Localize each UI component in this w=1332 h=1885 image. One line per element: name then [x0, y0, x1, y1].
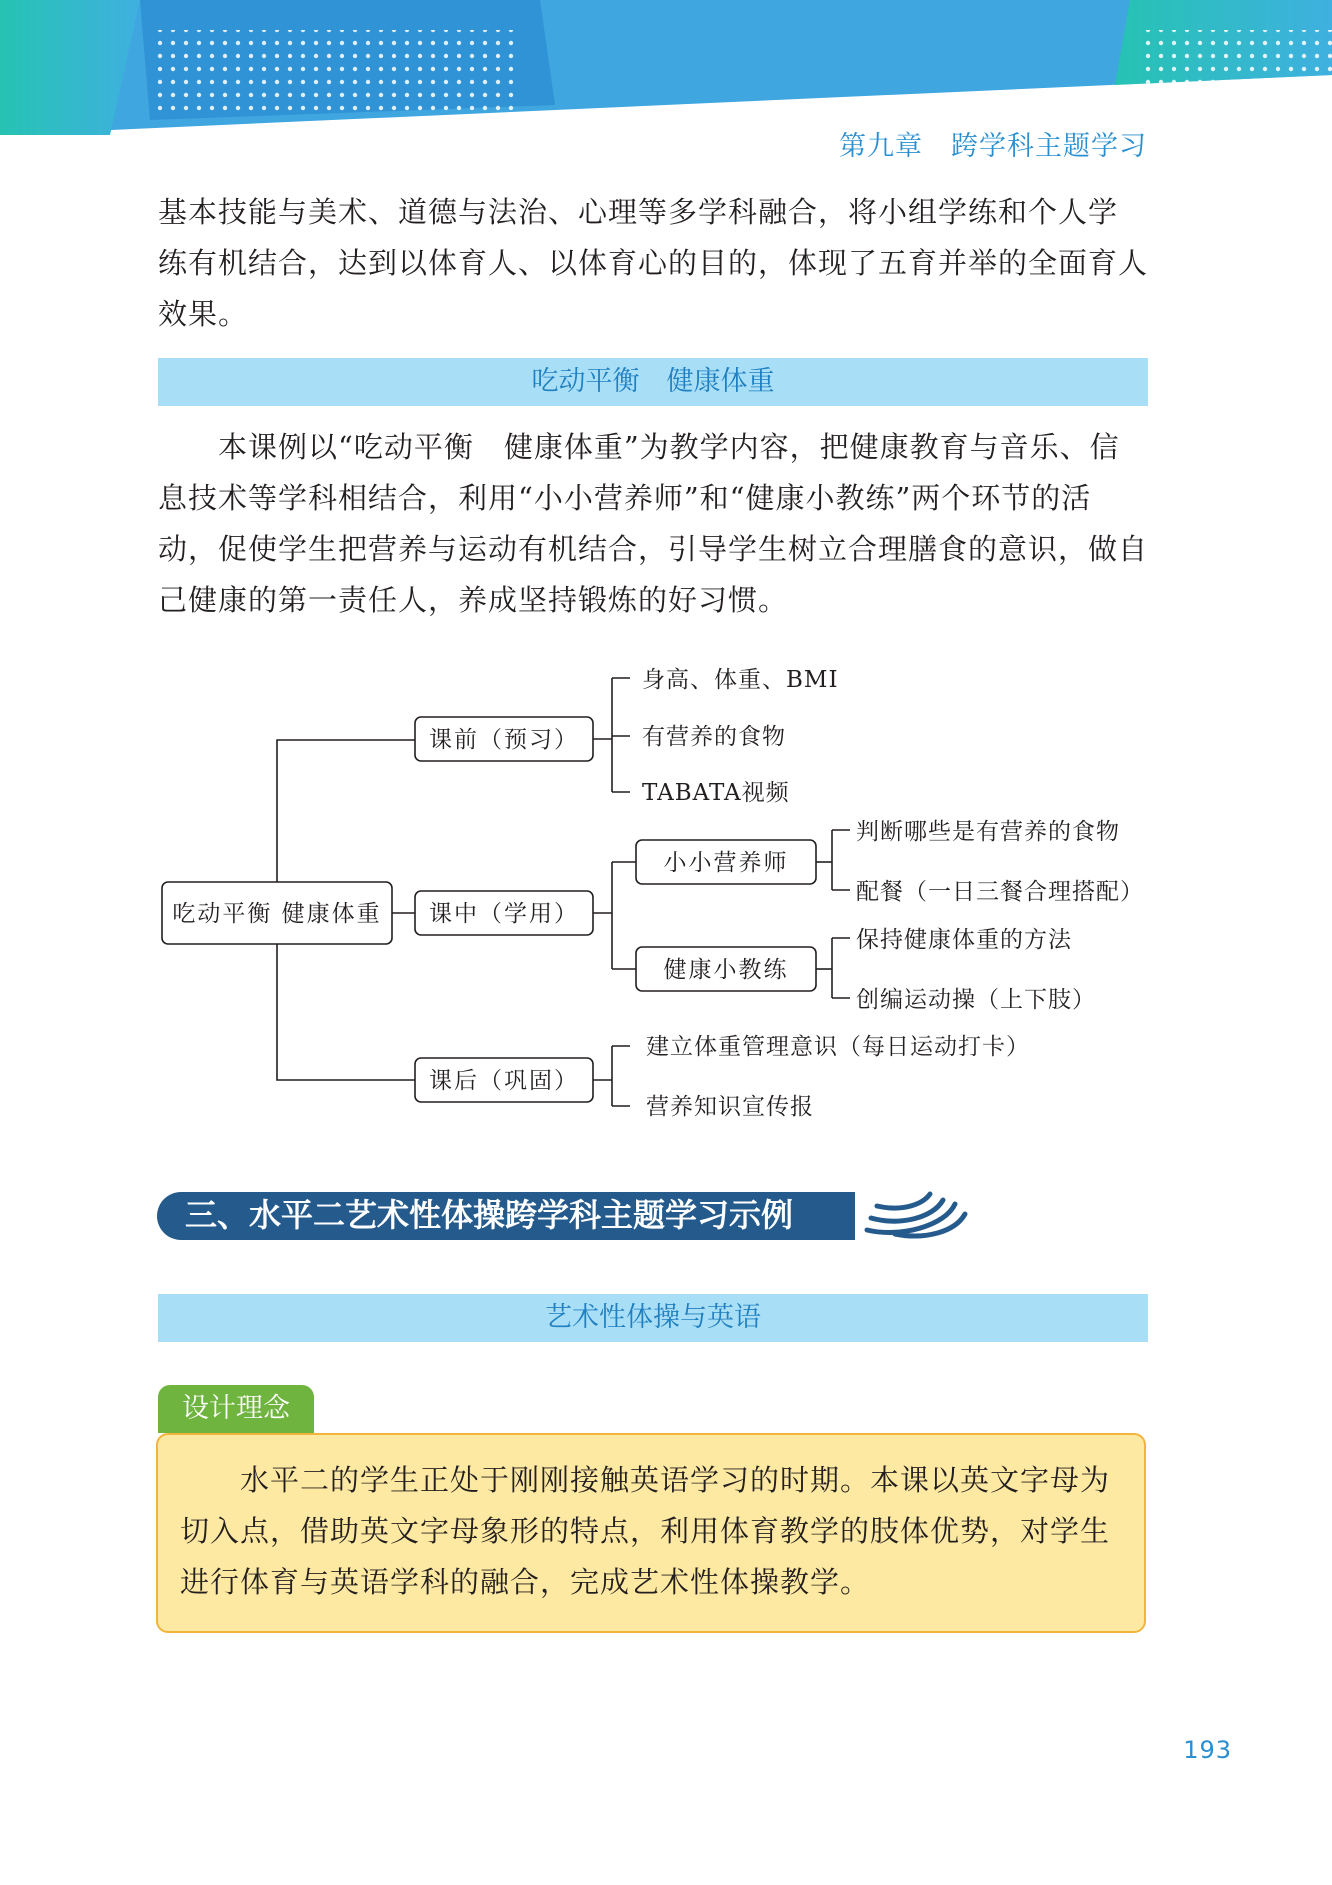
intro-line-1: 基本技能与美术、道德与法治、心理等多学科融合，将小组学练和个人学 — [158, 195, 1119, 229]
chapter-title: 第九章 跨学科主题学习 — [839, 131, 1147, 162]
after-item-2: 营养知识宣传报 — [646, 1094, 814, 1120]
intro-paragraph — [158, 187, 1158, 340]
root-label: 吃动平衡 健康体重 — [172, 901, 382, 927]
wave-ornament-icon — [867, 1194, 965, 1236]
section3-title: 三、水平二艺术性体操跨学科主题学习示例 — [185, 1196, 794, 1234]
concept-tag: 设计理念 — [158, 1385, 314, 1433]
nutritionist-label: 小小营养师 — [663, 850, 789, 876]
before-item-2: 有营养的食物 — [642, 724, 786, 750]
lesson1-line-3: 动，促使学生把营养与运动有机结合，引导学生树立合理膳食的意识，做自 — [158, 532, 1149, 566]
coach-item-1: 保持健康体重的方法 — [856, 927, 1072, 953]
concept-line-1: 水平二的学生正处于刚刚接触英语学习的时期。本课以英文字母为 — [180, 1463, 1111, 1497]
before-item-3: TABATA视频 — [642, 780, 790, 806]
lesson1-paragraph — [158, 422, 1158, 626]
nutritionist-item-1: 判断哪些是有营养的食物 — [856, 819, 1120, 845]
lesson1-line-4: 己健康的第一责任人，养成坚持锻炼的好习惯。 — [158, 583, 789, 617]
concept-paragraph — [180, 1455, 1130, 1608]
before-item-1: 身高、体重、BMI — [642, 667, 839, 693]
lesson1-line-1: 本课例以“吃动平衡 健康体重”为教学内容，把健康教育与音乐、信 — [158, 430, 1120, 464]
concept-line-3: 进行体育与英语学科的融合，完成艺术性体操教学。 — [180, 1565, 871, 1599]
coach-item-2: 创编运动操（上下肢） — [856, 987, 1096, 1013]
nutritionist-item-2: 配餐（一日三餐合理搭配） — [856, 879, 1144, 905]
mind-map — [150, 650, 1150, 1130]
lesson1-title-band: 吃动平衡 健康体重 — [158, 358, 1148, 406]
after-label: 课后（巩固） — [429, 1068, 579, 1094]
in-label: 课中（学用） — [429, 901, 579, 927]
concept-line-2: 切入点，借助英文字母象形的特点，利用体育教学的肢体优势，对学生 — [180, 1514, 1111, 1548]
before-label: 课前（预习） — [429, 727, 579, 753]
header-decoration — [0, 0, 1332, 135]
intro-line-2: 练有机结合，达到以体育人、以体育心的目的，体现了五育并举的全面育人 — [158, 246, 1149, 280]
coach-label: 健康小教练 — [663, 957, 789, 983]
lesson2-title-band: 艺术性体操与英语 — [158, 1294, 1148, 1342]
intro-line-3: 效果。 — [158, 297, 249, 331]
after-item-1: 建立体重管理意识（每日运动打卡） — [646, 1034, 1030, 1060]
lesson1-line-2: 息技术等学科相结合，利用“小小营养师”和“健康小教练”两个环节的活 — [158, 481, 1092, 515]
concept-box — [156, 1433, 1146, 1633]
section3-title-banner — [155, 1190, 970, 1242]
page-number: 193 — [1183, 1736, 1232, 1764]
